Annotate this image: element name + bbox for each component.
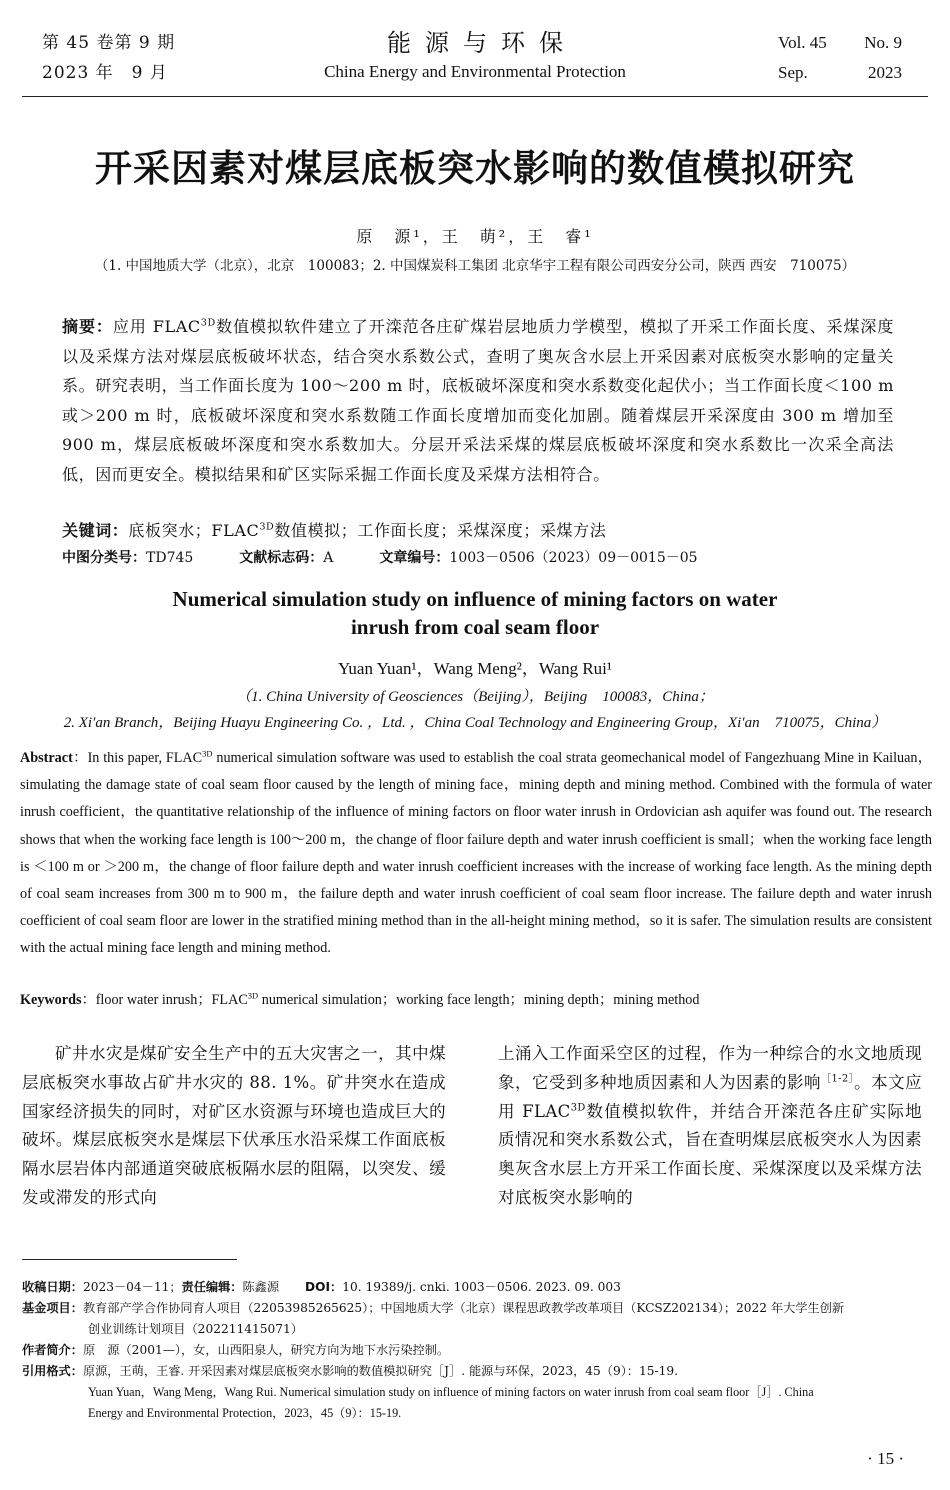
fund-line bbox=[22, 1298, 932, 1319]
fund-value-1: 教育部产学合作协同育人项目（22053985265625）；中国地质大学（北京）课程思政教学改革项目（KCSZ202134）；2022 年大学生创新 bbox=[82, 1301, 845, 1315]
abstract-en-text-1: In this paper, FLAC bbox=[87, 750, 203, 766]
volume-cn: 第 45 卷第 9 期 bbox=[42, 33, 176, 53]
doc-code-value: A bbox=[323, 550, 334, 566]
affiliations-cn: （1. 中国地质大学（北京），北京 100083；2. 中国煤炭科工集团 北京华宇工程有限公司西安分公司，陕西 西安 710075） bbox=[94, 258, 856, 274]
year-en: 2023 bbox=[868, 63, 902, 82]
editor-value: 陈鑫源 bbox=[242, 1280, 280, 1294]
keywords-cn-label: 关键词： bbox=[62, 521, 129, 540]
cite-value-en-1: Yuan Yuan，Wang Meng，Wang Rui. Numerical simulation study on influence of mining factors on water inrush from coal seam floor［J］. China bbox=[88, 1385, 814, 1399]
body-paragraph-right bbox=[498, 1040, 922, 1213]
fund-label: 基金项目： bbox=[22, 1301, 83, 1315]
editor-label: 责任编辑： bbox=[181, 1280, 243, 1294]
received-label: 收稿日期： bbox=[22, 1280, 83, 1294]
keywords-en-colon: ： bbox=[81, 992, 96, 1008]
footnotes bbox=[22, 1277, 932, 1424]
body-right-text-1: 上涌入工作面采空区的过程，作为一种综合的水文地质现象，它受到多种地质因素和人为因素的影响 bbox=[498, 1044, 922, 1092]
doi-value: 10. 19389/j. cnki. 1003－0506. 2023. 09. 003 bbox=[342, 1280, 621, 1294]
clc-value: TD745 bbox=[146, 550, 194, 566]
doi-label: DOI： bbox=[305, 1280, 343, 1294]
abstract-en-sup: 3D bbox=[202, 748, 213, 759]
cite-label: 引用格式： bbox=[22, 1364, 83, 1378]
keywords-cn-sup: 3D bbox=[259, 521, 275, 533]
author-line bbox=[22, 1340, 932, 1361]
cite-value-en-2: Energy and Environmental Protection，2023，45（9）：15-19. bbox=[88, 1406, 402, 1420]
article-no-label: 文章编号： bbox=[379, 550, 450, 566]
cite-value-cn: 原源，王萌，王睿. 开采因素对煤层底板突水影响的数值模拟研究［J］. 能源与环保，2023，45（9）：15-19. bbox=[82, 1364, 679, 1378]
paper-title-cn: 开采因素对煤层底板突水影响的数值模拟研究 bbox=[95, 147, 855, 190]
body-right-text-2: 。本文应用 FLAC bbox=[498, 1072, 922, 1121]
issue-info-en bbox=[778, 28, 902, 88]
abstract-en bbox=[20, 745, 932, 963]
received-line bbox=[22, 1277, 932, 1298]
keywords-cn-text-2: 数值模拟；工作面长度；采煤深度；采煤方法 bbox=[274, 521, 607, 540]
received-value: 2023－04－11； bbox=[82, 1280, 182, 1294]
citation-ref: ［1-2］ bbox=[821, 1073, 855, 1085]
classification-line bbox=[62, 547, 698, 569]
abstract-en-text-2: numerical simulation software was used to establish the coal strata geomechanical model of Fangezhuang Mine in Kailuan，simulating the damage state of coal seam floor caused by the length of mining face，mining depth and mining method. Combined with the formula of water inrush coefficient，the quantitative relationship of the influence of mining factors on floor water inrush in Ordovician ash aquifer was found out. The research shows that when the working face length is 100～200 m，the change of floor failure depth and water inrush coefficient is small；when the working face length is ＜100 m or ＞200 m，the change of floor failure depth and water inrush coefficient increases with the increase of working face length. As the mining depth of coal seam increases from 300 m to 900 m，the failure depth and water inrush coefficient of coal seam floor increase. The failure depth and water inrush coefficient of coal seam floor are lower in the stratified mining method than in the all-height mining method，so it is safer. The simulation results are consistent with the actual mining face length and mining method. bbox=[20, 750, 932, 957]
abstract-en-colon: ： bbox=[72, 750, 88, 766]
keywords-en-text-1: floor water inrush；FLAC bbox=[95, 992, 248, 1008]
authors-en: Yuan Yuan¹，Wang Meng²，Wang Rui¹ bbox=[338, 659, 612, 678]
paper-title-en-line-1: Numerical simulation study on influence of mining factors on water bbox=[172, 587, 778, 611]
month-en: Sep. bbox=[778, 63, 808, 82]
body-paragraph-left: 矿井水灾是煤矿安全生产中的五大灾害之一，其中煤层底板突水事故占矿井水灾的 88. 1%。矿井突水在造成国家经济损失的同时，对矿区水资源与环境也造成巨大的破坏。煤层底板突水是煤层下伏承压水沿采煤工作面底板隔水层岩体内部通道突破底板隔水层的阻隔，以突发、缓发或滞发的形式向 bbox=[22, 1044, 446, 1207]
volume-en: Vol. 45 bbox=[778, 33, 827, 52]
date-cn: 2023 年 9 月 bbox=[42, 63, 168, 83]
author-bio-label: 作者简介： bbox=[22, 1343, 83, 1357]
journal-title-cn: 能源与环保 bbox=[387, 29, 577, 57]
body-column-right bbox=[498, 1040, 922, 1213]
abstract-cn-text-2: 数值模拟软件建立了开滦范各庄矿煤岩层地质力学模型，模拟了开采工作面长度、采煤深度以及采煤方法对煤层底板破坏状态，结合突水系数公式，查明了奥灰含水层上开采因素对底板突水影响的定量关系。研究表明，当工作面长度为 100～200 m 时，底板破坏深度和突水系数变化起伏小；当工作面长度＜100 m 或＞200 m 时，底板破坏深度和突水系数随工作面长度增加而变化加剧。随着煤层开采深度由 300 m 增加至 900 m，煤层底板破坏深度和突水系数加大。分层开采法采煤的煤层底板破坏深度和突水系数比一次采全高法低，因而更安全。模拟结果和矿区实际采掘工作面长度及采煤方法相符合。 bbox=[62, 317, 894, 484]
keywords-cn bbox=[62, 518, 894, 544]
footnote-divider bbox=[22, 1259, 237, 1260]
article-no-value: 1003－0506（2023）09－0015－05 bbox=[449, 550, 698, 566]
abstract-cn bbox=[62, 312, 894, 489]
abstract-cn-label: 摘要： bbox=[62, 317, 113, 336]
page-number: · 15 · bbox=[867, 1449, 904, 1468]
body-right-text-3: 数值模拟软件，并结合开滦范各庄矿实际地质情况和突水系数公式，旨在查明煤层底板突水人为因素奥灰含水层上方开采工作面长度、采煤深度以及采煤方法对底板突水影响的 bbox=[498, 1101, 923, 1207]
affiliation-en-1: （1. China University of Geosciences（Beijing），Beijing 100083，China； bbox=[236, 689, 714, 705]
keywords-cn-text-1: 底板突水；FLAC bbox=[128, 521, 260, 540]
paper-title-en bbox=[0, 585, 950, 641]
affiliation-en-2: 2. Xi′an Branch，Beijing Huayu Engineering Co. ，Ltd. ，China Coal Technology and Engineering Group，Xi′an 710075，China） bbox=[63, 715, 887, 731]
body-right-sup: 3D bbox=[570, 1102, 586, 1114]
authors-cn: 原 源¹，王 萌²，王 睿¹ bbox=[356, 227, 594, 246]
keywords-en bbox=[20, 988, 932, 1012]
number-en: No. 9 bbox=[864, 33, 902, 52]
keywords-en-label: Keywords bbox=[20, 992, 82, 1008]
header-divider bbox=[22, 96, 928, 97]
abstract-cn-text-1: 应用 FLAC bbox=[112, 317, 201, 336]
cite-line bbox=[22, 1361, 932, 1382]
doc-code-label: 文献标志码： bbox=[239, 550, 324, 566]
body-column-left bbox=[22, 1040, 446, 1213]
fund-value-2: 创业训练计划项目（202211415071） bbox=[88, 1322, 303, 1336]
keywords-en-sup: 3D bbox=[247, 990, 259, 1001]
abstract-cn-sup: 3D bbox=[200, 317, 216, 329]
clc-label: 中图分类号： bbox=[62, 550, 146, 566]
author-bio-value: 原 源（2001—），女，山西阳泉人，研究方向为地下水污染控制。 bbox=[82, 1343, 450, 1357]
paper-title-en-line-2: inrush from coal seam floor bbox=[350, 615, 600, 639]
abstract-en-label: Abstract bbox=[20, 750, 73, 766]
keywords-en-text-2: numerical simulation；working face length；mining depth；mining method bbox=[258, 992, 700, 1008]
journal-title-en: China Energy and Environmental Protection bbox=[324, 62, 626, 81]
